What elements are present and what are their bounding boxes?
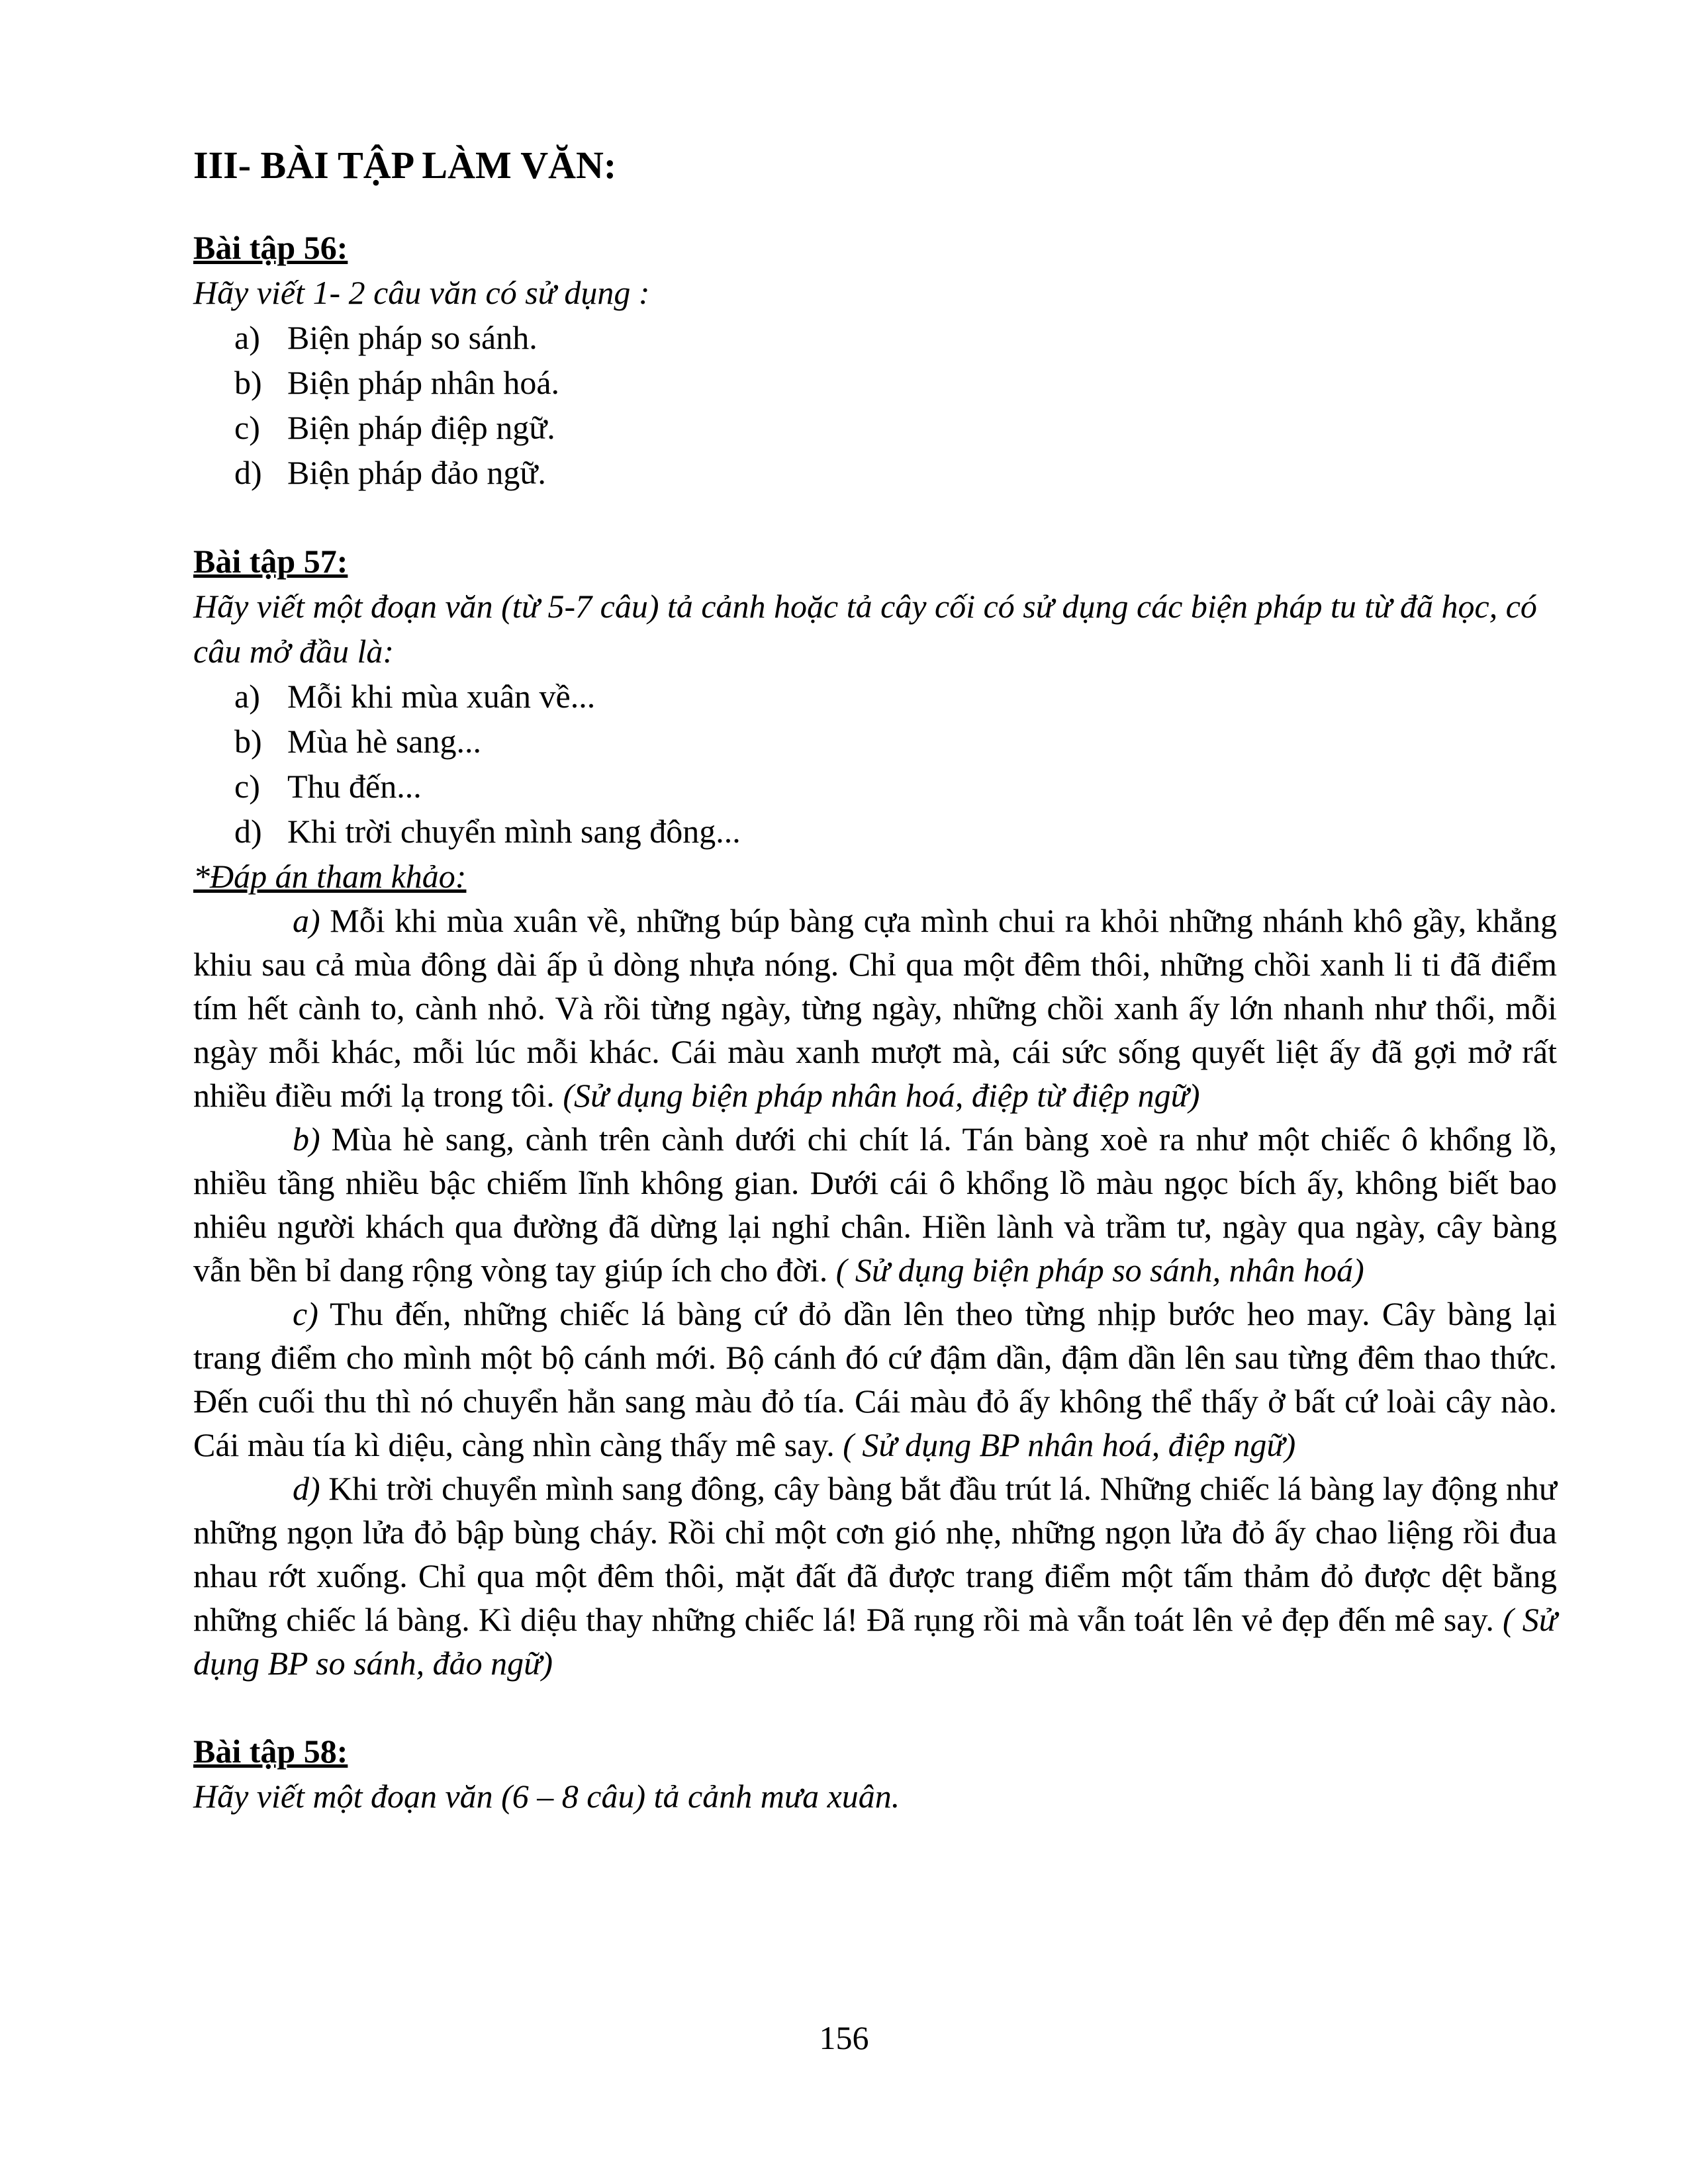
list-marker: d) — [234, 454, 262, 491]
page-number: 156 — [819, 2019, 869, 2056]
exercise-58 — [193, 1729, 1557, 1819]
list-marker: a) — [234, 319, 260, 356]
list-marker: b) — [234, 723, 262, 760]
list-item-text: Thu đến... — [287, 768, 422, 805]
list-item — [193, 674, 1557, 719]
exercise-prompt: Hãy viết một đoạn văn (từ 5-7 câu) tả cảnh hoặc tả cây cối có sử dụng các biện pháp tu từ đã học, có câu mở đầu là: — [193, 588, 1537, 670]
answer-paragraph — [193, 1117, 1557, 1292]
section-title: III- BÀI TẬP LÀM VĂN: — [193, 144, 617, 187]
answer-note: (Sử dụng biện pháp nhân hoá, điệp từ điệp ngữ) — [563, 1077, 1200, 1114]
list-item-text: Biện pháp so sánh. — [287, 319, 538, 356]
answer-note: ( Sử dụng biện pháp so sánh, nhân hoá) — [835, 1251, 1364, 1289]
list-item — [193, 450, 1557, 495]
exercise-prompt: Hãy viết một đoạn văn (6 – 8 câu) tả cảnh mưa xuân. — [193, 1778, 900, 1815]
list-item-text: Khi trời chuyển mình sang đông... — [287, 813, 741, 850]
list-item — [193, 360, 1557, 405]
answer-text: Khi trời chuyển mình sang đông, cây bàng bắt đầu trút lá. Những chiếc lá bàng lay động như những ngọn lửa đỏ bập bùng cháy. Rồi chỉ một cơn gió nhẹ, những ngọn lửa đỏ ấy chao liệng rồi đua nhau rớt xuống. Chỉ qua một đêm thôi, mặt đất đã được trang điểm một tấm thảm đỏ được dệt bằng những chiếc lá bàng. Kì diệu thay những chiếc lá! Đã rụng rồi mà vẫn toát lên vẻ đẹp đến mê say. — [193, 1470, 1557, 1638]
list-marker: c) — [234, 409, 260, 446]
document-page — [193, 139, 1557, 1819]
list-item — [193, 809, 1557, 854]
exercise-heading: Bài tập 56: — [193, 229, 348, 266]
list-item-text: Mùa hè sang... — [287, 723, 481, 760]
list-marker: a) — [234, 678, 260, 715]
answer-note: ( Sử dụng BP so sánh, đảo ngữ) — [193, 1601, 1557, 1682]
list-item-text: Biện pháp nhân hoá. — [287, 364, 560, 401]
list-item — [193, 719, 1557, 764]
exercise-heading: Bài tập 57: — [193, 543, 348, 580]
answer-marker: b) — [293, 1120, 320, 1158]
answer-marker: a) — [293, 902, 320, 939]
list-item-text: Mỗi khi mùa xuân về... — [287, 678, 596, 715]
exercise-prompt: Hãy viết 1- 2 câu văn có sử dụng : — [193, 274, 650, 311]
answer-paragraph — [193, 1292, 1557, 1467]
list-marker: c) — [234, 768, 260, 805]
answer-note: ( Sử dụng BP nhân hoá, điệp ngữ) — [843, 1426, 1296, 1463]
answer-text: Mùa hè sang, cành trên cành dưới chi chít lá. Tán bàng xoè ra như một chiếc ô khổng lồ, nhiều tầng nhiều bậc chiếm lĩnh không gian. Dưới cái ô khổng lồ màu ngọc bích ấy, không biết bao nhiêu người khách qua đường đã dừng lại nghỉ chân. Hiền lành và trầm tư, ngày qua ngày, cây bàng vẫn bền bỉ dang rộng vòng tay giúp ích cho đời. — [193, 1120, 1557, 1289]
answer-paragraph — [193, 899, 1557, 1117]
answer-text: Mỗi khi mùa xuân về, những búp bàng cựa mình chui ra khỏi những nhánh khô gầy, khẳng khiu sau cả mùa đông dài ấp ủ dòng nhựa nóng. Chỉ qua một đêm thôi, những chồi xanh li ti đã điểm tím hết cành to, cành nhỏ. Và rồi từng ngày, từng ngày, những chồi xanh ấy lớn nhanh như thổi, mỗi ngày mỗi khác, mỗi lúc mỗi khác. Cái màu xanh mượt mà, cái sức sống quyết liệt ấy đã gợi mở rất nhiều điều mới lạ trong tôi. — [193, 902, 1557, 1114]
answer-label: *Đáp án tham khảo: — [193, 858, 467, 895]
exercise-57 — [193, 539, 1557, 1685]
list-item — [193, 764, 1557, 809]
exercise-56 — [193, 225, 1557, 495]
answer-marker: d) — [293, 1470, 320, 1507]
exercise-heading: Bài tập 58: — [193, 1733, 348, 1770]
list-item-text: Biện pháp điệp ngữ. — [287, 409, 555, 446]
answer-text: Thu đến, những chiếc lá bàng cứ đỏ dần lên theo từng nhịp bước heo may. Cây bàng lại trang điểm cho mình một bộ cánh mới. Bộ cánh đó cứ đậm dần, đậm dần lên sau từng đêm thao thức. Đến cuối thu thì nó chuyển hẳn sang màu đỏ tía. Cái màu đỏ ấy không thể thấy ở bất cứ loài cây nào. Cái màu tía kì diệu, càng nhìn càng thấy mê say. — [193, 1295, 1557, 1463]
list-marker: d) — [234, 813, 262, 850]
list-item-text: Biện pháp đảo ngữ. — [287, 454, 546, 491]
list-item — [193, 405, 1557, 450]
answer-marker: c) — [293, 1295, 318, 1332]
answer-paragraph — [193, 1467, 1557, 1685]
list-marker: b) — [234, 364, 262, 401]
list-item — [193, 315, 1557, 360]
